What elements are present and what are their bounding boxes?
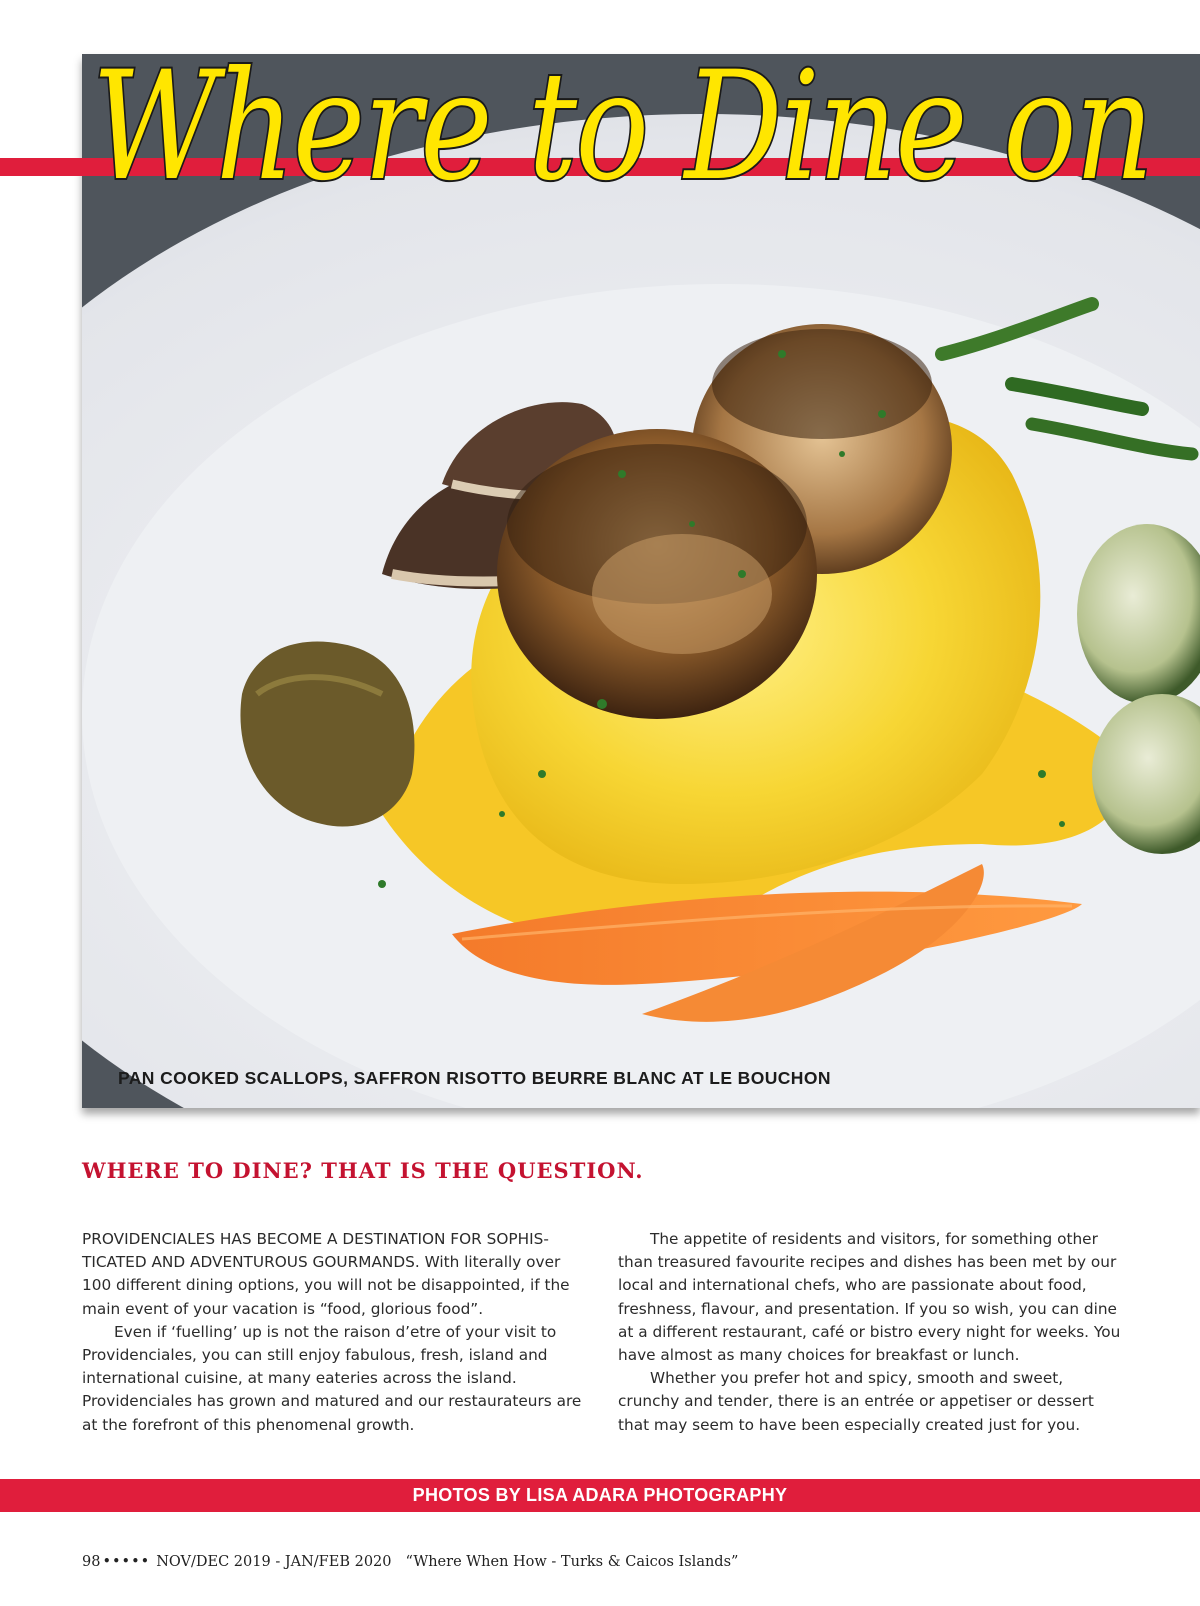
page-footer <box>82 1554 738 1570</box>
article-paragraph: PROVIDENCIALES HAS BECOME A DESTINATION FOR SOPHIS-TICATED AND ADVENTUROUS GOURMANDS. With literally over 100 different dining options, you will not be disappointed, if the main event of your vacation is “food, glorious food”. <box>82 1230 570 1318</box>
photo-credit <box>0 1479 1200 1512</box>
article-paragraph: The appetite of residents and visitors, for something other than treasured favourite recipes and dishes has been met by our local and international chefs, who are passionate about food, freshness, flavour, and presentation. If you so wish, you can dine at a different restaurant, café or bistro every night for weeks. You have almost as many choices for breakfast or lunch. <box>618 1230 1121 1365</box>
photo-credit-text: PHOTOS BY LISA ADARA PHOTOGRAPHY <box>412 1485 788 1505</box>
article-headline: WHERE TO DINE? THAT IS THE QUESTION. <box>82 1158 644 1183</box>
article-paragraph: Whether you prefer hot and spicy, smooth and sweet, crunchy and tender, there is an entrée or appetiser or dessert that may seem to have been especially created just for you. <box>618 1369 1094 1434</box>
article-column-left <box>82 1228 582 1437</box>
publication-name: “Where When How - Turks & Caicos Islands” <box>405 1554 739 1570</box>
page-number: 98 <box>82 1554 101 1570</box>
page-title-text: Where to Dine on <box>92 40 1152 214</box>
food-illustration <box>82 54 1200 1108</box>
article-column-right <box>618 1228 1123 1437</box>
footer-dots: ••••• <box>102 1554 151 1570</box>
issue-date: NOV/DEC 2019 - JAN/FEB 2020 <box>156 1554 392 1570</box>
hero-photo <box>82 54 1200 1108</box>
photo-caption: PAN COOKED SCALLOPS, SAFFRON RISOTTO BEURRE BLANC AT LE BOUCHON <box>118 1068 831 1088</box>
article-paragraph: Even if ‘fuelling’ up is not the raison d’etre of your visit to Providenciales, you can still enjoy fabulous, fresh, island and international cuisine, at many eateries across the island. Providenciales has grown and matured and our restaurateurs are at the forefront of this phenomenal growth. <box>82 1322 582 1434</box>
title-stripe <box>0 158 1200 176</box>
